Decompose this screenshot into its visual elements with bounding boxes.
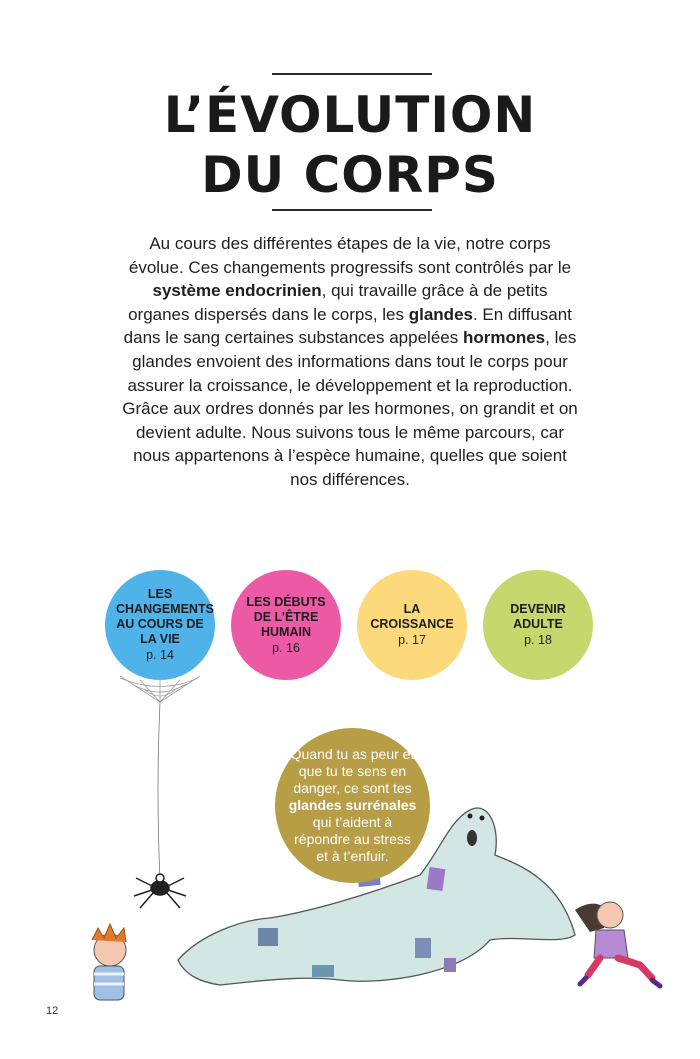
intro-text-a: Ces changements progressifs sont contrôlés par le	[188, 257, 572, 277]
topic-title: DEVENIR ADULTE	[510, 602, 566, 631]
spider-icon	[134, 874, 186, 908]
term-hormones: hormones	[462, 328, 546, 348]
term-systeme-endocrinien: système endocrinien	[152, 281, 322, 301]
topic-title: LA CROISSANCE	[370, 602, 454, 631]
bubble-text-a: Quand tu as peur et que tu te sens en danger, ce sont tes	[290, 746, 415, 796]
boy-illustration	[92, 924, 126, 1000]
bubble-text-b: qui t’aident à répondre au stress et à t’enfuir.	[294, 814, 411, 864]
intro-sentence-1: Au cours des différentes étapes de la vie, notre corps évolue.	[128, 234, 551, 277]
topic-title: LES DÉBUTS DE L’ÊTRE HUMAIN	[246, 594, 326, 639]
topic-page: p. 18	[524, 633, 552, 647]
page-number: 12	[46, 1005, 59, 1017]
info-bubble-text	[288, 746, 418, 865]
spider-web-icon	[120, 676, 200, 880]
topic-page: p. 16	[272, 640, 300, 655]
topic-page: p. 14	[146, 648, 174, 662]
page-title-line-1: L’ÉVOLUTION	[163, 86, 537, 144]
intro-text-d: , les glandes envoient des informations dans tout le corps pour assurer la croissance, le développement et la reproduction. Grâce aux ordres donnés par les hormones, on grandit et on devient adulte. Nous suivons tous le même parcours, car nous appartenons à l’espèce humaine, quelles que soient nos différences.	[122, 328, 578, 489]
topic-title: LES CHANGEMENTS AU COURS DE LA VIE	[116, 587, 214, 646]
intro-text-b: , qui travaille grâce à de petits organes dispersés dans le corps, les	[128, 281, 548, 324]
info-bubble	[275, 728, 430, 883]
page-title-line-2: DU CORPS	[201, 146, 499, 204]
term-glandes: glandes	[408, 304, 473, 324]
term-glandes-surrenales: glandes surrénales	[288, 797, 417, 813]
intro-text-c: . En diffusant dans le sang certaines substances appelées	[123, 304, 572, 348]
topic-page: p. 17	[398, 633, 426, 647]
girl-illustration	[575, 902, 660, 986]
